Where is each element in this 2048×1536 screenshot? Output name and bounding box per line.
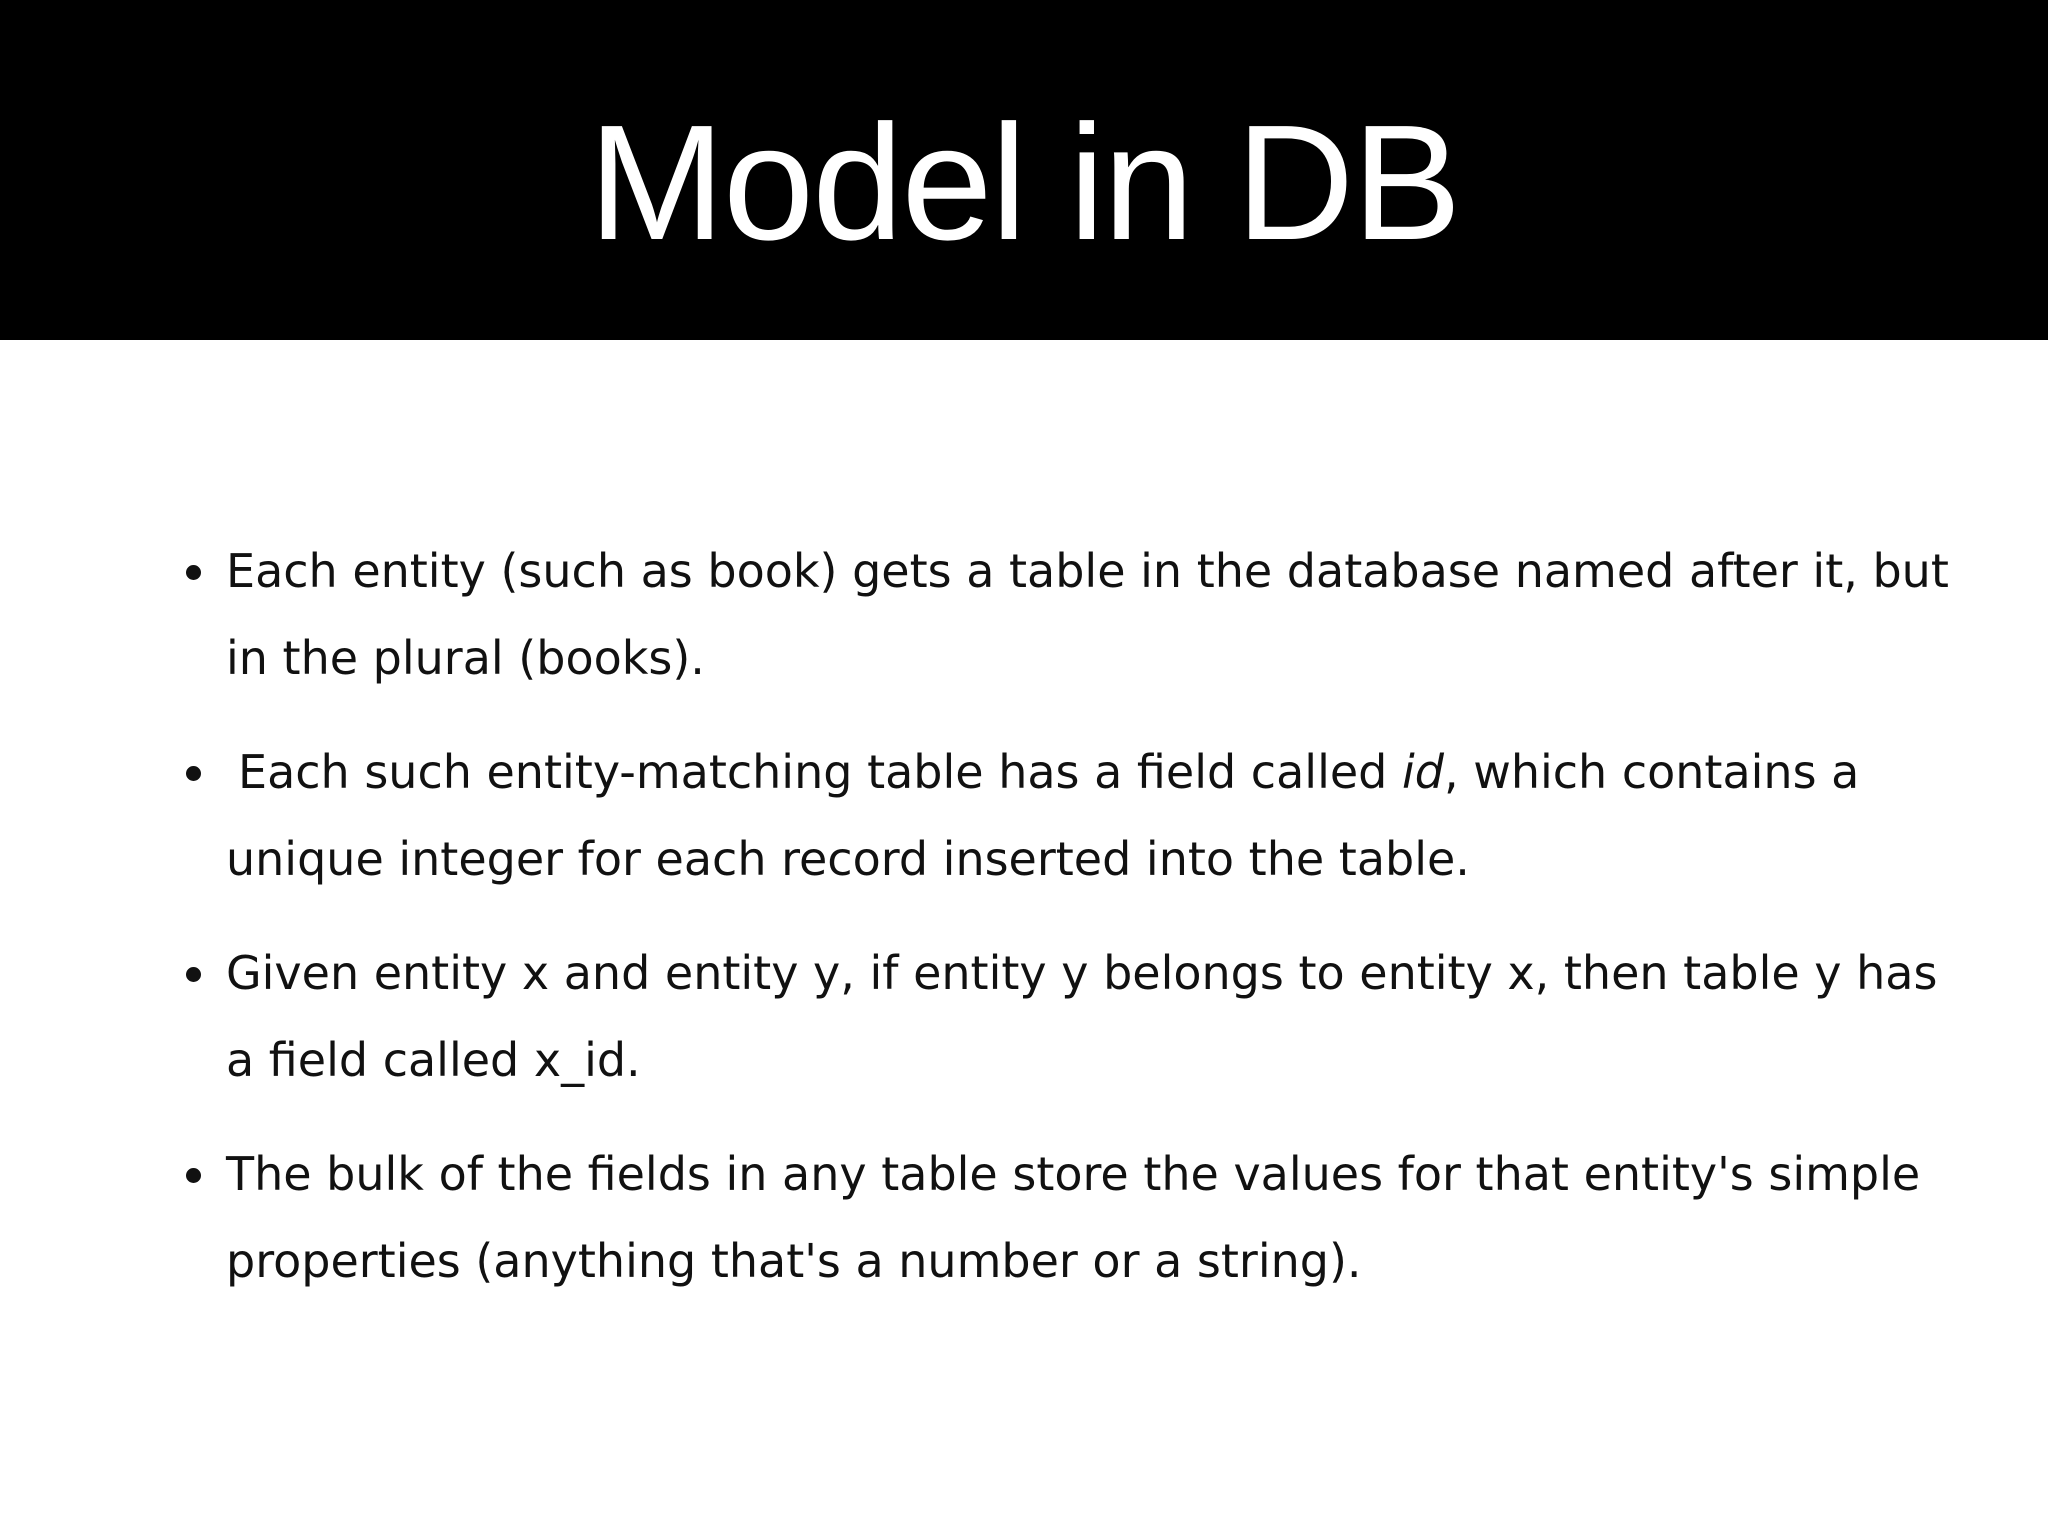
title-bar [0, 0, 2048, 340]
bullet-icon [186, 967, 201, 982]
bullet-text-part: , which contains a unique integer for each record inserted into the table. [226, 745, 1860, 886]
bullet-icon [186, 1168, 201, 1183]
list-item [180, 930, 1960, 1104]
bullet-text: Given entity x and entity y, if entity y belongs to entity x, then table y has a field called x_id. [226, 946, 1938, 1087]
bullet-text [226, 745, 1859, 886]
bullet-icon [186, 565, 201, 580]
bullet-icon [186, 766, 201, 781]
bullet-text-part: Each such entity-matching table has a field called [238, 745, 1402, 799]
bullet-text: Each entity (such as book) gets a table in the database named after it, but in the plural (books). [226, 544, 1949, 685]
bullet-text: The bulk of the fields in any table store the values for that entity's simple properties (anything that's a number or a string). [226, 1147, 1921, 1288]
emphasis-id: id [1401, 745, 1444, 799]
slide-title: Model in DB [588, 91, 1460, 274]
list-item [180, 729, 1960, 903]
list-item [180, 528, 1960, 702]
list-item [180, 1131, 1960, 1305]
bullet-list [180, 528, 1960, 1332]
